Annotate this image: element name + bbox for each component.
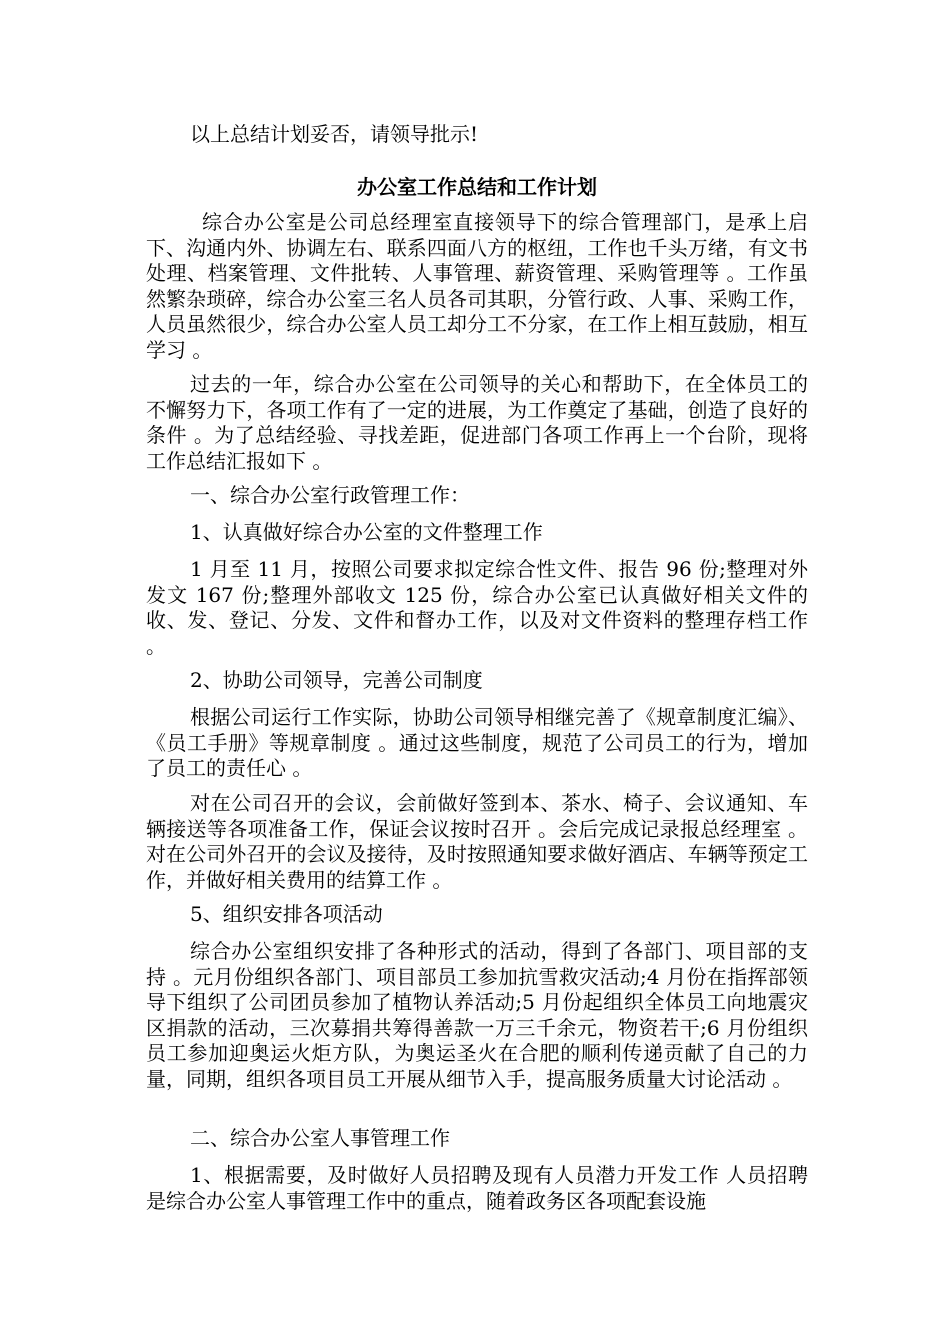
closing-line: 以上总结计划妥否，请领导批示! [190,122,479,146]
subheading-activities: 5、组织安排各项活动 [190,902,383,926]
paragraph-recruitment: 1、根据需要，及时做好人员招聘及现有人员潜力开发工作 人员招聘是综合办公室人事管理工作中的重点，随着政务区各项配套设施 [146,1163,808,1213]
section-heading-admin: 一、综合办公室行政管理工作： [190,483,470,507]
subheading-regulations: 2、协助公司领导，完善公司制度 [190,668,483,692]
paragraph-regulations: 根据公司运行工作实际，协助公司领导相继完善了《规章制度汇编》、《员工手册》等规章制度 。通过这些制度，规范了公司员工的行为，增加了员工的责任心 。 [146,705,808,780]
paragraph-overview: 过去的一年，综合办公室在公司领导的关心和帮助下，在全体员工的不懈努力下，各项工作有了一定的进展，为工作奠定了基础，创造了良好的条件 。为了总结经验、寻找差距，促进部门各项工作再上一个台阶，现将工作总结汇报如下 。 [146,372,808,473]
document-title: 办公室工作总结和工作计划 [357,175,597,199]
paragraph-file-work: 1 月至 11 月，按照公司要求拟定综合性文件、报告 96 份;整理对外发文 167 份;整理外部收文 125 份，综合办公室已认真做好相关文件的收、发、登记、分发、文件和督办工作，以及对文件资料的整理存档工作 。 [146,557,808,658]
paragraph-meetings: 对在公司召开的会议，会前做好签到本、茶水、椅子、会议通知、车辆接送等各项准备工作，保证会议按时召开 。会后完成记录报总经理室 。对在公司外召开的会议及接待，及时按照通知要求做好酒店、车辆等预定工作，并做好相关费用的结算工作 。 [146,791,808,892]
section-heading-hr: 二、综合办公室人事管理工作 [190,1126,450,1150]
subheading-file-work: 1、认真做好综合办公室的文件整理工作 [190,520,543,544]
paragraph-intro: 综合办公室是公司总经理室直接领导下的综合管理部门，是承上启下、沟通内外、协调左右、联系四面八方的枢纽，工作也千头万绪，有文书处理、档案管理、文件批转、人事管理、薪资管理、采购管理等 。工作虽然繁杂琐碎，综合办公室三名人员各司其职，分管行政、人事、采购工作，人员虽然很少，综合办公室人员工却分工不分家，在工作上相互鼓励，相互学习 。 [146,210,808,362]
paragraph-activities: 综合办公室组织安排了各种形式的活动，得到了各部门、项目部的支持 。元月份组织各部门、项目部员工参加抗雪救灾活动;4 月份在指挥部领导下组织了公司团员参加了植物认养活动;5 月份起组织全体员工向地震灾区捐款的活动，三次募捐共筹得善款一万三千余元，物资若干;6 月份组织员工参加迎奥运火炬方队，为奥运圣火在合肥的顺利传递贡献了自己的力量，同期，组织各项目员工开展从细节入手，提高服务质量大讨论活动 。 [146,939,808,1091]
